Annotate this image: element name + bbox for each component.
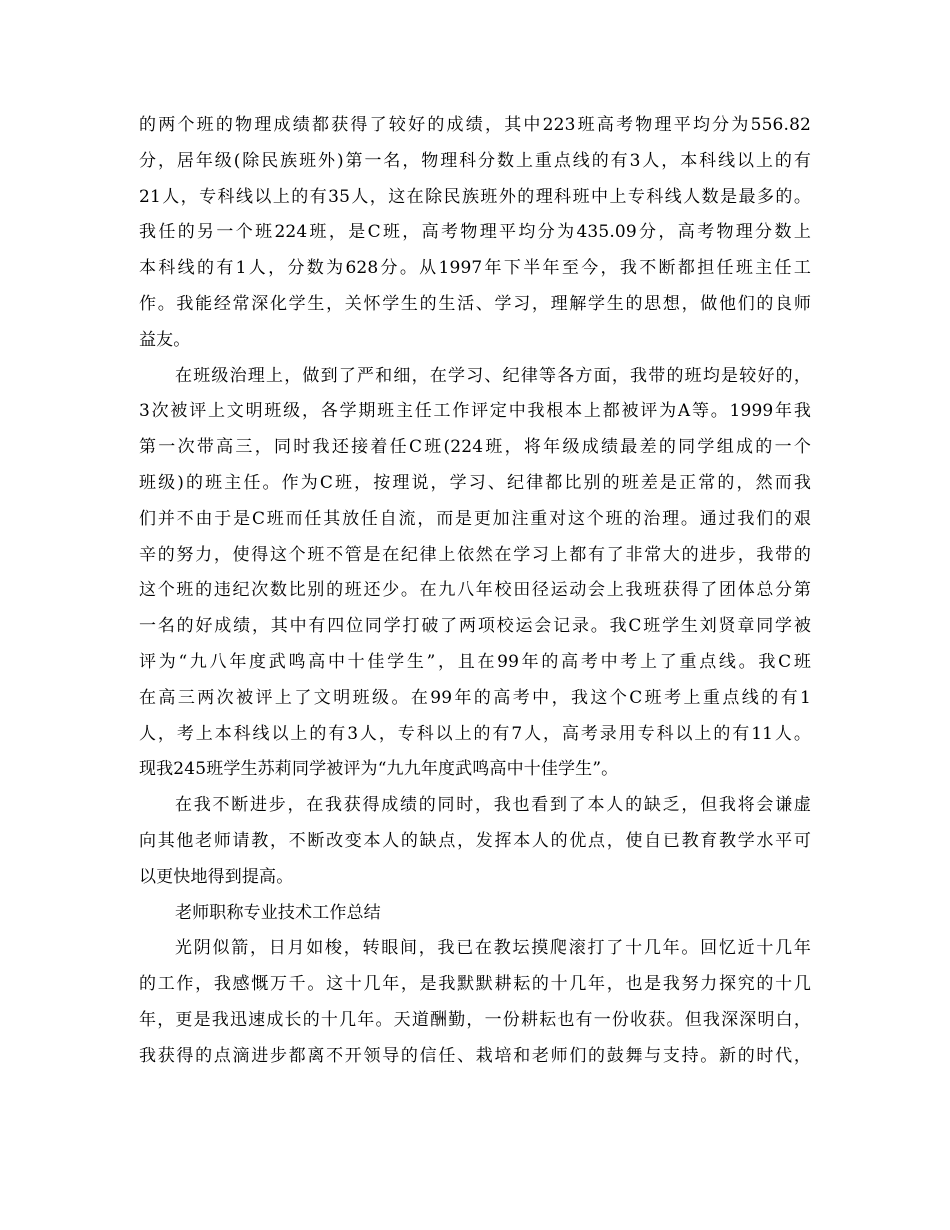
- text-line: 以更快地得到提高。: [139, 866, 294, 887]
- text-line: 的两个班的物理成绩都获得了较好的成绩，其中223班高考物理平均分为556.82: [139, 115, 811, 135]
- text-line: 在高三两次被评上了文明班级。在99年的高考中，我这个C班考上重点线的有1: [139, 687, 811, 708]
- text-line: 班级)的班主任。作为C班，按理说，学习、纪律都比别的班差是正常的，然而我: [139, 472, 811, 493]
- text-line: 在我不断进步，在我获得成绩的同时，我也看到了本人的缺乏，但我将会谦虚: [175, 795, 811, 816]
- text-line: 辛的努力，使得这个班不管是在纪律上依然在学习上都有了非常大的进步，我带的: [139, 544, 811, 565]
- text-line: 作。我能经常深化学生，关怀学生的生活、学习，理解学生的思想，做他们的良师: [139, 293, 811, 314]
- text-line: 人，考上本科线以上的有3人，专科以上的有7人，高考录用专科以上的有11人。: [139, 723, 811, 744]
- text-line: 我获得的点滴进步都离不开领导的信任、栽培和老师们的鼓舞与支持。新的时代，: [139, 1045, 811, 1066]
- text-line: 21人，专科线以上的有35人，这在除民族班外的理科班中上专科线人数是最多的。: [139, 186, 811, 207]
- text-line: 3次被评上文明班级，各学期班主任工作评定中我根本上都被评为A等。1999年我: [139, 401, 811, 422]
- text-line: 们并不由于是C班而任其放任自流，而是更加注重对这个班的治理。通过我们的艰: [139, 508, 811, 529]
- text-line: 本科线的有1人，分数为628分。从1997年下半年至今，我不断都担任班主任工: [139, 258, 811, 279]
- section-heading: 老师职称专业技术工作总结: [175, 902, 381, 923]
- text-line: 在班级治理上，做到了严和细，在学习、纪律等各方面，我带的班均是较好的，: [175, 365, 811, 386]
- text-line: 现我245班学生苏莉同学被评为“九九年度武鸣高中十佳学生”。: [139, 759, 619, 780]
- text-line: 年，更是我迅速成长的十几年。天道酬勤，一份耕耘也有一份收获。但我深深明白，: [139, 1009, 811, 1030]
- text-line: 一名的好成绩，其中有四位同学打破了两项校运会记录。我C班学生刘贤章同学被: [139, 616, 811, 637]
- text-line: 光阴似箭，日月如梭，转眼间，我已在教坛摸爬滚打了十几年。回忆近十几年: [175, 938, 811, 959]
- text-line: 益友。: [139, 329, 191, 350]
- text-line: 的工作，我感慨万千。这十几年，是我默默耕耘的十几年，也是我努力探究的十几: [139, 974, 811, 995]
- text-line: 评为“九八年度武鸣高中十佳学生”，且在99年的高考中考上了重点线。我C班: [139, 651, 811, 672]
- text-line: 第一次带高三，同时我还接着任C班(224班，将年级成绩最差的同学组成的一个: [139, 437, 811, 458]
- document-page: [139, 108, 811, 1075]
- text-line: 这个班的违纪次数比别的班还少。在九八年校田径运动会上我班获得了团体总分第: [139, 580, 811, 601]
- text-line: 向其他老师请教，不断改变本人的缺点，发挥本人的优点，使自已教育教学水平可: [139, 830, 811, 851]
- text-line: 我任的另一个班224班，是C班，高考物理平均分为435.09分，高考物理分数上: [139, 222, 811, 243]
- text-line: 分，居年级(除民族班外)第一名，物理科分数上重点线的有3人，本科线以上的有: [139, 150, 811, 171]
